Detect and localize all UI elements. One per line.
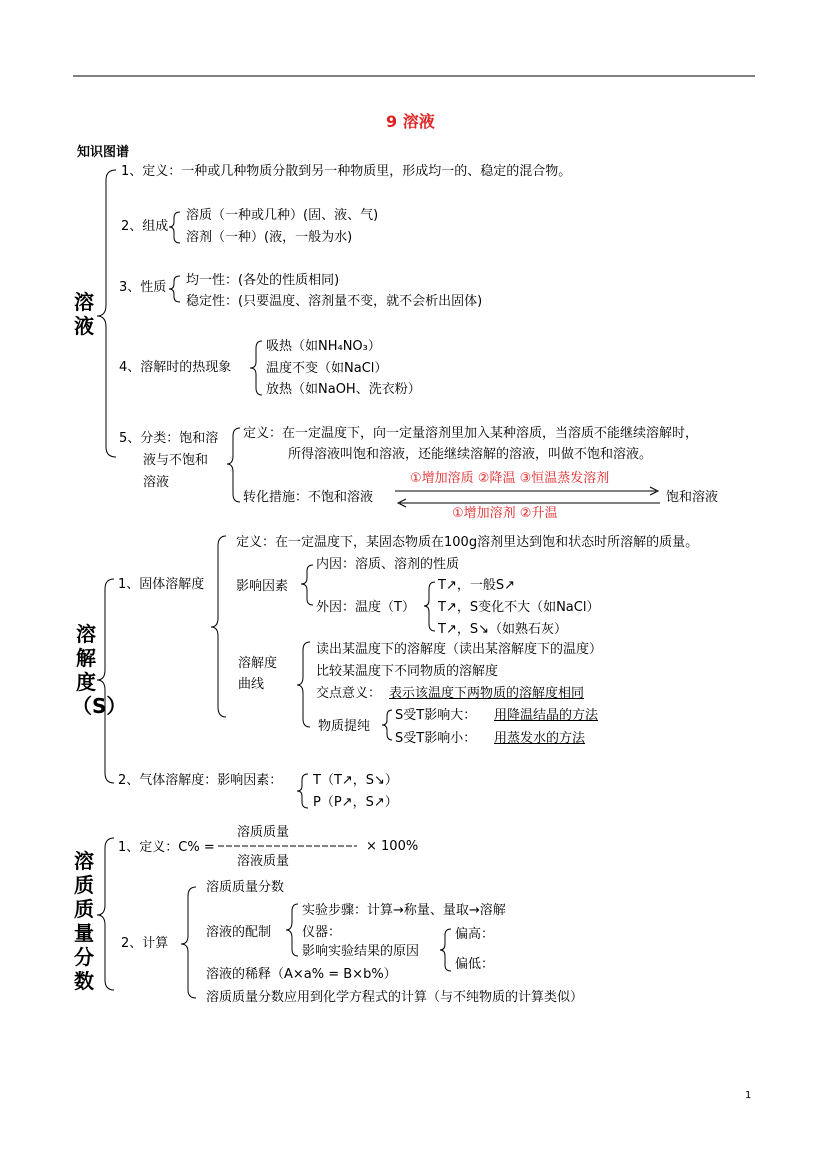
conversion-target: 饱和溶液 — [666, 490, 719, 505]
brace-gas — [297, 774, 308, 808]
thermal-label: 4、溶解时的热现象 — [119, 360, 232, 375]
heading-mass-fraction: 溶质质量分数 — [74, 849, 94, 993]
conversion-label: 转化措施：不饱和溶液 — [243, 490, 374, 505]
curve-item-2: 比较某温度下不同物质的溶解度 — [316, 664, 499, 679]
gas-pressure: P（P↗，S↗） — [313, 795, 398, 810]
brace-curve — [297, 642, 310, 727]
purify-2-label: S受T影响小： — [395, 731, 477, 746]
page-title: 9 溶液 — [386, 112, 435, 131]
properties-label: 3、性质 — [119, 280, 167, 295]
brace-composition — [169, 212, 180, 243]
saturated-definition-1: 定义：在一定温度下，向一定量溶剂里加入某种溶质，当溶质不能继续溶解时， — [243, 426, 699, 441]
purify-1-label: S受T影响大： — [395, 708, 477, 723]
mass-fraction-definition-label: 1、定义：C% = — [118, 840, 215, 855]
calc-label: 2、计算 — [121, 936, 169, 951]
brace-thermal — [250, 341, 262, 395]
numerator: 溶质质量 — [237, 825, 290, 840]
temp-constant-item: 温度不变（如NaCl） — [266, 361, 388, 376]
external-case-2: T↗，S变化不大（如NaCl） — [438, 600, 600, 615]
absorb-heat-item: 吸热（如NH₄NO₃） — [266, 339, 381, 354]
to-unsaturated-methods: ①增加溶剂 ②升温 — [452, 506, 558, 521]
brace-preparation — [286, 904, 298, 956]
solid-solubility-definition: 定义：在一定温度下，某固态物质在100g溶剂里达到饱和状态时所溶解的质量。 — [236, 535, 699, 550]
instruments: 仪器： — [302, 925, 342, 940]
external-case-3: T↗，S↘（如熟石灰） — [438, 622, 567, 637]
brace-factors — [301, 565, 313, 605]
brace-classification — [227, 428, 240, 502]
purification-label: 物质提纯 — [318, 719, 371, 734]
error-low: 偏低： — [455, 957, 495, 972]
brace-solution — [97, 170, 116, 457]
curve-label-1: 溶解度 — [238, 656, 278, 671]
purify-1-method: 用降温结晶的方法 — [494, 708, 599, 723]
application-item: 溶质质量分数应用到化学方程式的计算（与不纯物质的计算类似） — [206, 990, 584, 1005]
intersection-label: 交点意义： — [316, 686, 382, 701]
curve-label-2: 曲线 — [238, 677, 265, 692]
solution-definition: 1、定义：一种或几种物质分散到另一种物质里，形成均一的、稳定的混合物。 — [121, 164, 572, 179]
solute-item: 溶质（一种或几种）(固、液、气) — [186, 208, 379, 223]
brace-calc — [181, 887, 196, 998]
heading-solution: 溶液 — [74, 290, 94, 338]
factors-label: 影响因素 — [236, 579, 289, 594]
classification-label-1: 5、分类：饱和溶 — [119, 431, 219, 446]
brace-purification — [382, 710, 392, 740]
external-factor: 外因：温度（T） — [316, 600, 415, 615]
solvent-item: 溶剂（一种）(液，一般为水) — [186, 230, 353, 245]
classification-label-3: 溶液 — [143, 475, 170, 490]
heading-solubility: 溶解度（S） — [72, 622, 127, 718]
error-causes: 影响实验结果的原因 — [302, 944, 420, 959]
brace-external — [424, 582, 435, 631]
error-high: 偏高： — [455, 927, 495, 942]
brace-error — [440, 929, 451, 971]
release-heat-item: 放热（如NaOH、洗衣粉） — [266, 382, 421, 397]
external-case-1: T↗，一般S↗ — [438, 578, 515, 593]
intersection-meaning: 表示该温度下两物质的溶解度相同 — [389, 686, 585, 701]
gas-temperature: T（T↗，S↘） — [313, 773, 398, 788]
times-100: × 100% — [366, 839, 419, 854]
stability-item: 稳定性：(只要温度、溶剂量不变，就不会析出固体) — [186, 294, 483, 309]
saturated-definition-2: 所得溶液叫饱和溶液，还能继续溶解的溶液，叫做不饱和溶液。 — [288, 447, 653, 462]
curve-item-1: 读出某温度下的溶解度（读出某溶解度下的温度） — [316, 642, 603, 657]
classification-label-2: 液与不饱和 — [143, 453, 209, 468]
section-label: 知识图谱 — [77, 145, 130, 160]
internal-factor: 内因：溶质、溶剂的性质 — [316, 557, 460, 572]
brace-solid — [211, 536, 226, 717]
solid-solubility-label: 1、固体溶解度 — [118, 577, 205, 592]
denominator: 溶液质量 — [237, 854, 290, 869]
to-saturated-methods: ①增加溶质 ②降温 ③恒温蒸发溶剂 — [410, 471, 610, 486]
gas-solubility-label: 2、气体溶解度：影响因素： — [118, 773, 283, 788]
calc-item-1: 溶质质量分数 — [206, 880, 285, 895]
uniformity-item: 均一性：(各处的性质相同) — [186, 273, 340, 288]
purify-2-method: 用蒸发水的方法 — [494, 731, 586, 746]
composition-label: 2、组成 — [121, 219, 169, 234]
preparation-label: 溶液的配制 — [206, 925, 272, 940]
dilution-item: 溶液的稀释（A×a% = B×b%） — [206, 967, 397, 982]
brace-mass-fraction — [97, 838, 114, 990]
experiment-steps: 实验步骤：计算→称量、量取→溶解 — [302, 903, 506, 918]
brace-properties — [169, 276, 180, 302]
page-number: 1 — [745, 1090, 752, 1101]
